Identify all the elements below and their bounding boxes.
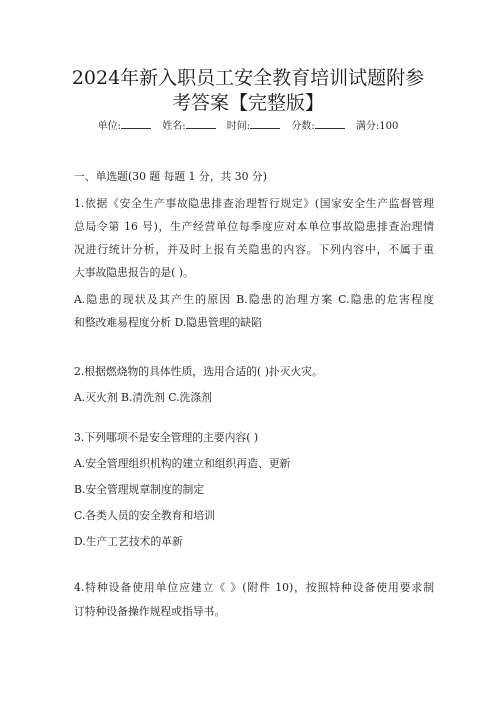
score-blank [315,118,345,129]
document-title-line-1: 2024年新入职员工安全教育培训试题附参 [71,67,425,89]
question-1-line-2: 总局令第 16 号)，生产经营单位每季度应对本单位事故隐患排查治理情 [74,220,434,233]
question-3-option-c: C.各类人员的安全教育和培训 [74,509,215,522]
question-3-option-b: B.安全管理规章制度的制定 [74,483,205,496]
question-3-option-a: A.安全管理组织机构的建立和组织再造、更新 [74,457,291,470]
name-blank [186,118,216,129]
section-heading: 一、单选题(30 题 每题 1 分，共 30 分) [74,170,267,183]
question-2-options-line-1: A.灭火剂 B.清洗剂 C.洗涤剂 [74,391,212,404]
question-2-line-1: 2.根据燃烧物的具体性质，选用合适的( )扑灭火灾。 [74,365,323,378]
exam-info-row [0,118,496,134]
question-1-options-line-2: 和整改难易程度分析 D.隐患管理的缺陷 [74,316,262,329]
question-4-line-1: 4.特种设备使用单位应建立《 》(附件 10)，按照特种设备使用要求制 [74,581,434,594]
document-title-line-2: 考答案【完整版】 [171,92,324,114]
score-label: 分数: [291,121,315,132]
full-score: 满分:100 [355,121,399,132]
question-1-options-line-1: A.隐患的现状及其产生的原因 B.隐患的治理方案 C.隐患的危害程度 [74,293,434,306]
question-1-line-4: 大事故隐患报告的是( )。 [74,266,194,279]
question-1-line-1: 1.依据《安全生产事故隐患排查治理暂行规定》(国家安全生产监督管理 [74,197,434,210]
question-3-option-d: D.生产工艺技术的革新 [74,535,183,548]
time-blank [250,118,280,129]
question-4-line-2: 订特种设备操作规程或指导书。 [74,605,226,618]
unit-blank [121,118,151,129]
question-1-line-3: 况进行统计分析，并及时上报有关隐患的内容。下列内容中，不属于重 [74,243,434,256]
unit-field [98,121,151,132]
time-field [227,121,280,132]
score-field [291,121,344,132]
question-3-line-1: 3.下列哪项不是安全管理的主要内容( ) [74,431,259,444]
unit-label: 单位: [97,121,122,132]
name-label: 姓名: [162,121,186,132]
time-label: 时间: [226,121,251,132]
name-field [162,121,215,132]
